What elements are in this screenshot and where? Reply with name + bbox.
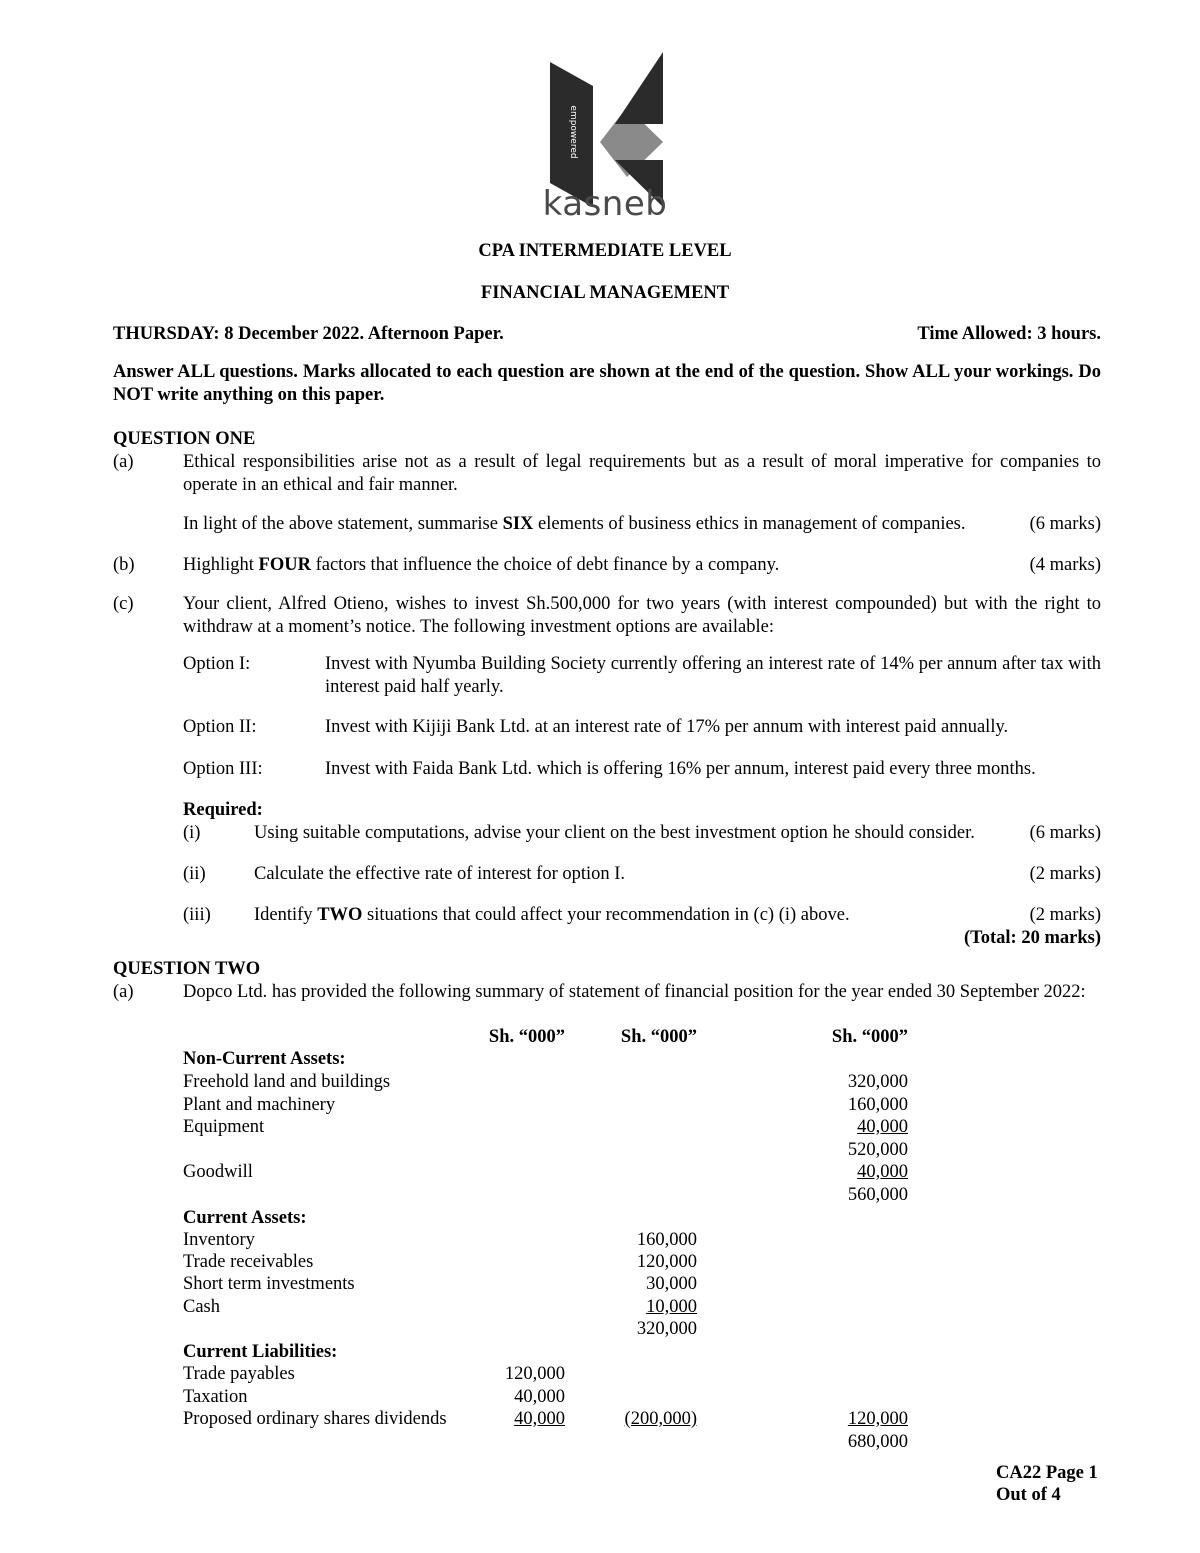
option-text: Invest with Kijiji Bank Ltd. at an interest rate of 17% per annum with interest paid annually. [325, 717, 1009, 737]
column-header: Sh. “000” [620, 1027, 697, 1047]
row-label: Inventory [183, 1230, 255, 1250]
option-label: Option II: [183, 717, 257, 737]
option-text: Invest with Faida Bank Ltd. which is offering 16% per annum, interest paid every three months. [325, 759, 1036, 779]
row-value: 40,000 [857, 1117, 908, 1137]
q1-a-label: (a) [113, 452, 134, 472]
row-value: 10,000 [646, 1297, 697, 1317]
q1-ci-label: (i) [183, 823, 201, 843]
row-value: (200,000) [624, 1409, 697, 1429]
column-header: Sh. “000” [831, 1027, 908, 1047]
svg-text:empowered: empowered [568, 105, 578, 159]
row-label: Short term investments [183, 1274, 355, 1294]
row-label: Trade payables [183, 1364, 295, 1384]
row-subtotal: 560,000 [847, 1185, 908, 1205]
option-text: Invest with Nyumba Building Society currently offering an interest rate of 14% per annum after tax with interest paid half yearly. [325, 654, 1101, 697]
page-count: Out of 4 [996, 1485, 1061, 1505]
required-heading: Required: [183, 800, 263, 820]
row-subtotal: 680,000 [847, 1432, 908, 1452]
option-label: Option III: [183, 759, 263, 779]
row-value: 160,000 [847, 1095, 908, 1115]
q1-c-text: Your client, Alfred Otieno, wishes to invest Sh.500,000 for two years (with interest compounded) but with the right to withdraw at a moment’s notice. The following investment options are available: [183, 594, 1101, 637]
q1-b-text: Highlight FOUR factors that influence the choice of debt finance by a company. [183, 555, 780, 575]
instructions: Answer ALL questions. Marks allocated to each question are shown at the end of the question. Show ALL your workings. Do NOT write anything on this paper. [113, 362, 1101, 405]
q1-a-text: Ethical responsibilities arise not as a result of legal requirements but as a result of moral imperative for companies to operate in an ethical and fair manner. [183, 452, 1101, 495]
row-value: 120,000 [847, 1409, 908, 1429]
row-label: Trade receivables [183, 1252, 314, 1272]
q1-b-marks: (4 marks) [1029, 555, 1101, 575]
q1-a-requirement: In light of the above statement, summarise SIX elements of business ethics in management of companies. [183, 514, 966, 534]
row-label: Proposed ordinary shares dividends [183, 1409, 447, 1429]
q1-ciii-label: (iii) [183, 905, 211, 925]
q2-a-label: (a) [113, 982, 134, 1002]
row-label: Equipment [183, 1117, 265, 1137]
row-label: Taxation [183, 1387, 248, 1407]
q2-a-text: Dopco Ltd. has provided the following summary of statement of financial position for the year ended 30 September 2022: [183, 982, 1086, 1002]
option-label: Option I: [183, 654, 251, 674]
row-subtotal: 520,000 [847, 1140, 908, 1160]
row-value: 320,000 [847, 1072, 908, 1092]
row-value: 30,000 [646, 1274, 697, 1294]
row-label: Freehold land and buildings [183, 1072, 391, 1092]
row-value: 160,000 [636, 1230, 697, 1250]
row-value: 120,000 [504, 1364, 565, 1384]
current-liabilities-heading: Current Liabilities: [183, 1342, 338, 1362]
q1-ci-text: Using suitable computations, advise your client on the best investment option he should consider. [254, 823, 975, 843]
question-two-title: QUESTION TWO [113, 959, 261, 979]
q1-b-label: (b) [113, 555, 135, 575]
q1-c-label: (c) [113, 594, 134, 614]
q1-a-marks: (6 marks) [1029, 514, 1101, 534]
q1-cii-text: Calculate the effective rate of interest for option I. [254, 864, 626, 884]
page-number: CA22 Page 1 [996, 1463, 1098, 1483]
logo-wordmark: kasneb [542, 184, 668, 224]
current-assets-heading: Current Assets: [183, 1208, 307, 1228]
row-subtotal: 320,000 [636, 1319, 697, 1339]
row-value: 40,000 [514, 1387, 565, 1407]
row-value: 120,000 [636, 1252, 697, 1272]
q1-ciii-text: Identify TWO situations that could affect your recommendation in (c) (i) above. [254, 905, 850, 925]
row-value: 40,000 [514, 1409, 565, 1429]
non-current-assets-heading: Non-Current Assets: [183, 1049, 346, 1069]
row-label: Goodwill [183, 1162, 253, 1182]
column-header: Sh. “000” [488, 1027, 565, 1047]
row-label: Cash [183, 1297, 220, 1317]
q1-cii-marks: (2 marks) [1029, 864, 1101, 884]
time-allowed: Time Allowed: 3 hours. [917, 324, 1101, 344]
q1-cii-label: (ii) [183, 864, 206, 884]
row-label: Plant and machinery [183, 1095, 336, 1115]
exam-date: THURSDAY: 8 December 2022. Afternoon Paper. [113, 324, 504, 344]
exam-subject: FINANCIAL MANAGEMENT [480, 283, 730, 303]
q1-ci-marks: (6 marks) [1029, 823, 1101, 843]
q1-total-marks: (Total: 20 marks) [963, 928, 1101, 948]
q1-ciii-marks: (2 marks) [1029, 905, 1101, 925]
exam-level: CPA INTERMEDIATE LEVEL [478, 241, 732, 261]
row-value: 40,000 [857, 1162, 908, 1182]
question-one-title: QUESTION ONE [113, 429, 256, 449]
